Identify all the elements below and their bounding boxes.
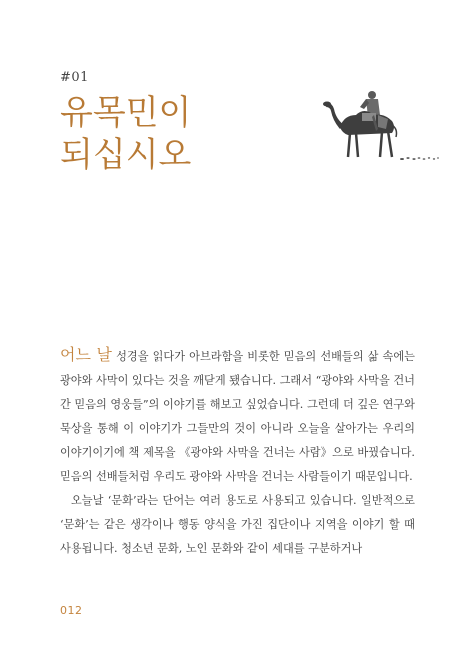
paragraph-1: [60, 343, 415, 489]
chapter-title-line2: 되십시오: [60, 135, 192, 175]
chapter-title-line1: 유목민이: [60, 93, 192, 133]
paragraph-2: 오늘날 ‘문화’라는 단어는 여러 용도로 사용되고 있습니다. 일반적으로 ‘문화’는 같은 생각이나 행동 양식을 가진 집단이나 지역을 이야기 할 때 사용됩니다. 청소년 문화, 노인 문화와 같이 세대를 구분하거나: [60, 494, 415, 555]
lead-word: 어느 날: [60, 345, 112, 364]
paragraph-1-text: 성경을 읽다가 아브라함을 비롯한 믿음의 선배들의 삶 속에는 광야와 사막이 있다는 것을 깨닫게 됐습니다. 그래서 “광야와 사막을 건너간 믿음의 영웅들”의 이야기를 해보고 싶었습니다. 그런데 더 깊은 연구와 묵상을 통해 이 이야기가 그들만의 것이 아니라 오늘을 살아가는 우리의 이야기이기에 책 제목을 《광야와 사막을 건너는 사람》으로 바꿨습니다. 믿음의 선배들처럼 우리도 광야와 사막을 건너는 사람들이기 때문입니다.: [60, 350, 415, 483]
camel-rider-illustration: [322, 85, 442, 165]
chapter-title: [60, 92, 191, 176]
chapter-number: #01: [60, 70, 89, 85]
body-text: [60, 343, 415, 561]
page-number: 012: [60, 604, 83, 617]
